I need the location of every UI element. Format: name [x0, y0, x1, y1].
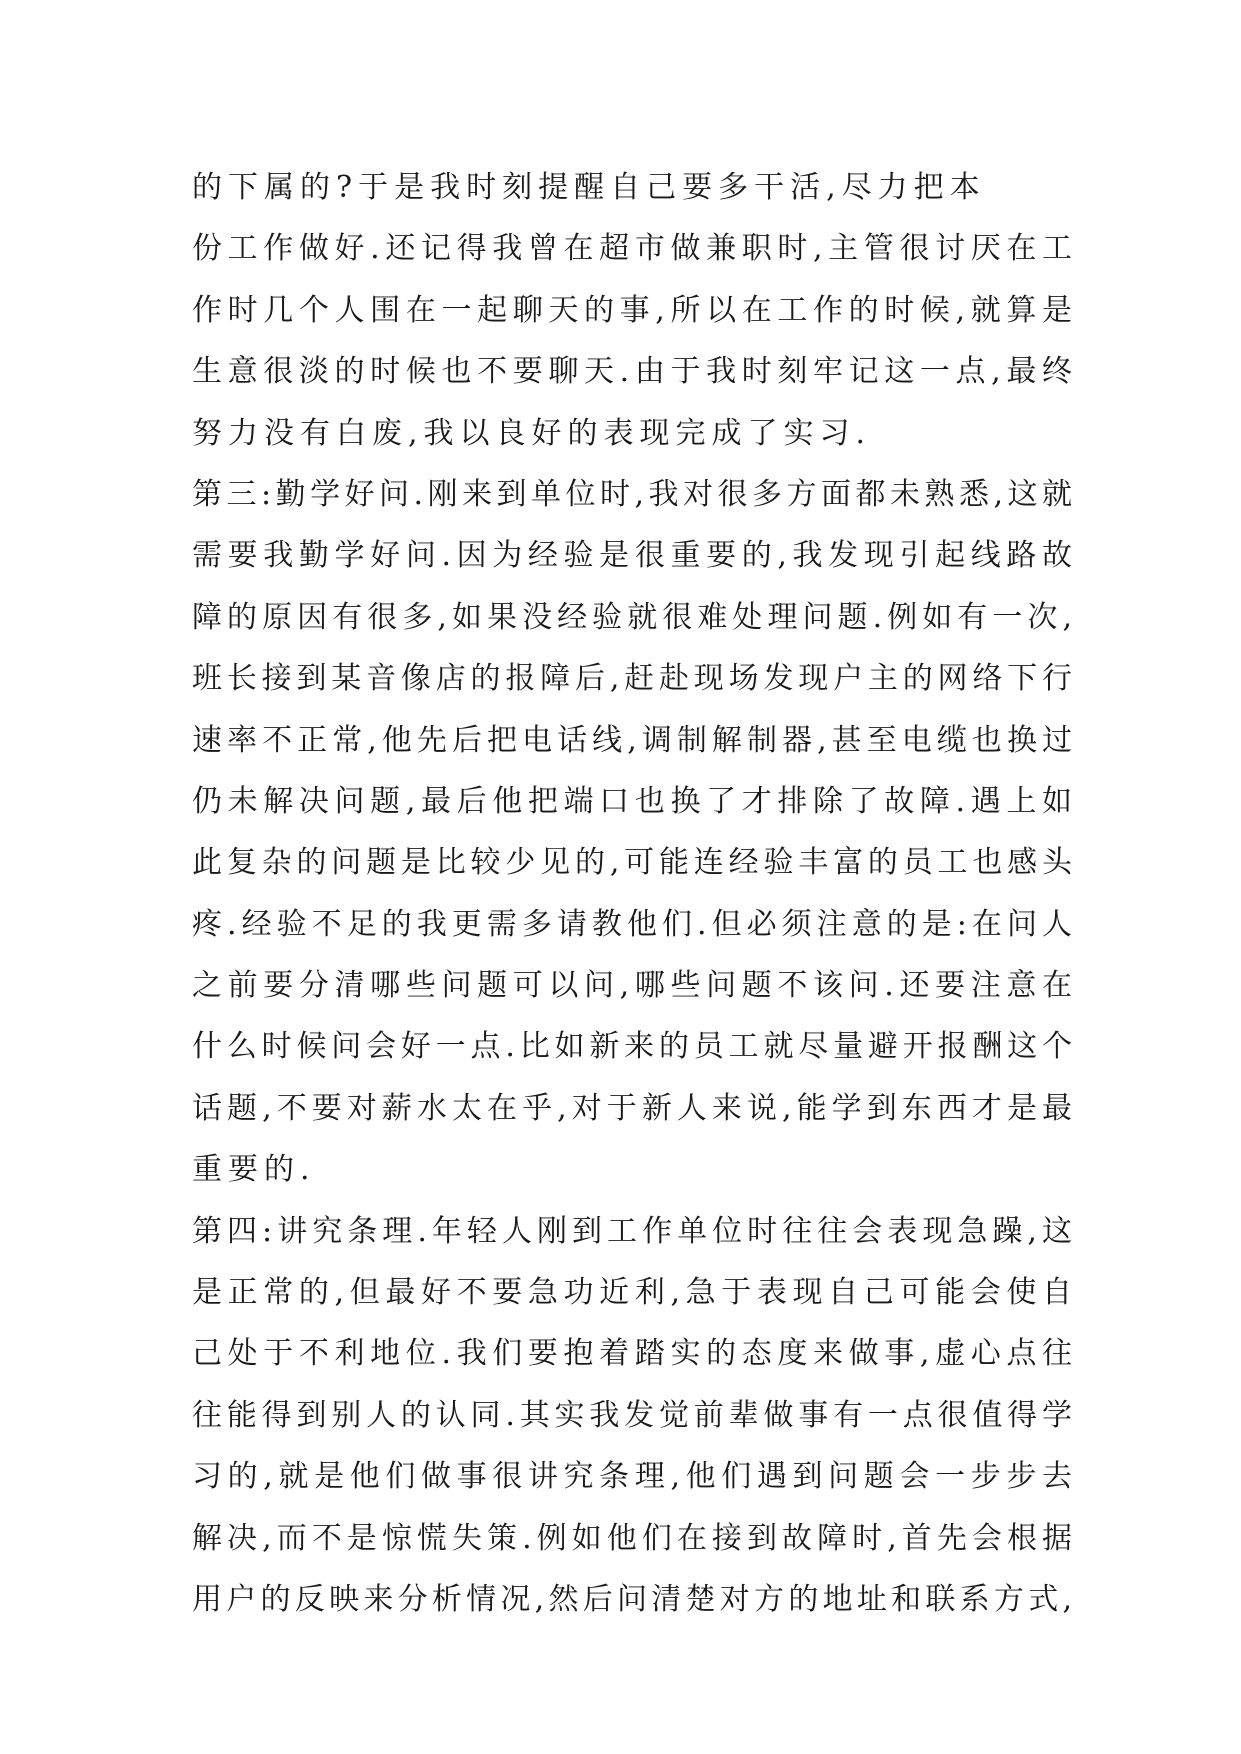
text-line: 第四:讲究条理.年轻人刚到工作单位时往往会表现急躁,这: [192, 1213, 1072, 1249]
text-line: 话题,不要对薪水太在乎,对于新人来说,能学到东西才是最: [192, 1090, 1072, 1126]
text-line: 速率不正常,他先后把电话线,调制解制器,甚至电缆也换过: [192, 722, 1072, 758]
text-line: 份工作做好.还记得我曾在超市做兼职时,主管很讨厌在工: [192, 231, 1072, 267]
text-line: 仍未解决问题,最后他把端口也换了才排除了故障.遇上如: [192, 783, 1072, 819]
text-line: 重要的.: [192, 1152, 316, 1188]
text-line: 班长接到某音像店的报障后,赶赴现场发现户主的网络下行: [192, 661, 1072, 697]
text-line: 生意很淡的时候也不要聊天.由于我时刻牢记这一点,最终: [192, 354, 1072, 390]
text-line: 需要我勤学好问.因为经验是很重要的,我发现引起线路故: [192, 538, 1072, 574]
text-line: 己处于不利地位.我们要抱着踏实的态度来做事,虚心点往: [192, 1336, 1072, 1372]
text-line: 往能得到别人的认同.其实我发觉前辈做事有一点很值得学: [192, 1397, 1072, 1433]
text-line: 用户的反映来分析情况,然后问清楚对方的地址和联系方式,: [192, 1581, 1072, 1617]
text-line: 努力没有白废,我以良好的表现完成了实习.: [192, 415, 872, 451]
text-line: 之前要分清哪些问题可以问,哪些问题不该问.还要注意在: [192, 968, 1072, 1004]
text-line: 习的,就是他们做事很讲究条理,他们遇到问题会一步步去: [192, 1459, 1072, 1495]
text-line: 作时几个人围在一起聊天的事,所以在工作的时候,就算是: [192, 292, 1072, 328]
text-line: 是正常的,但最好不要急功近利,急于表现自己可能会使自: [192, 1275, 1072, 1311]
text-line: 障的原因有很多,如果没经验就很难处理问题.例如有一次,: [192, 599, 1072, 635]
text-line: 疼.经验不足的我更需多请教他们.但必须注意的是:在问人: [192, 906, 1072, 942]
text-line: 什么时候问会好一点.比如新来的员工就尽量避开报酬这个: [192, 1029, 1072, 1065]
text-line: 第三:勤学好问.刚来到单位时,我对很多方面都未熟悉,这就: [192, 476, 1072, 512]
text-line: 的下属的?于是我时刻提醒自己要多干活,尽力把本: [192, 170, 986, 205]
text-line: 解决,而不是惊慌失策.例如他们在接到故障时,首先会根据: [192, 1520, 1072, 1556]
text-line: 此复杂的问题是比较少见的,可能连经验丰富的员工也感头: [192, 845, 1072, 881]
document-body: [192, 157, 1072, 1630]
